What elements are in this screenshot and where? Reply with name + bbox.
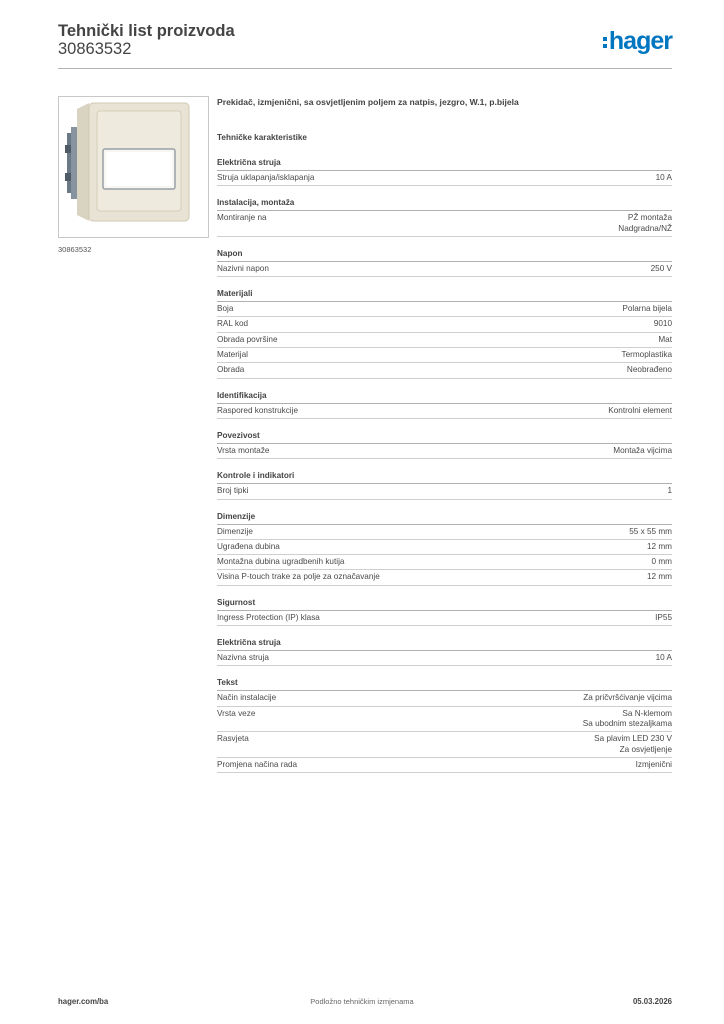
spec-value: Sa N-klemom Sa ubodnim stezaljkama [582, 708, 672, 728]
spec-group [217, 511, 672, 586]
logo-text: hager [608, 26, 672, 55]
spec-key: Ingress Protection (IP) klasa [217, 612, 320, 622]
spec-group-title: Materijali [217, 288, 672, 302]
spec-value: Montaža vijcima [613, 445, 672, 455]
spec-key: Montažna dubina ugradbenih kutija [217, 557, 345, 567]
spec-row [217, 758, 672, 773]
spec-group-title: Sigurnost [217, 597, 672, 611]
spec-row [217, 363, 672, 378]
spec-row [217, 525, 672, 540]
product-image [58, 96, 209, 238]
document-title: Tehnički list proizvoda [58, 22, 235, 40]
spec-key: Raspored konstrukcije [217, 405, 299, 415]
spec-key: Struja uklapanja/isklapanja [217, 173, 315, 182]
spec-value: Sa plavim LED 230 V Za osvjetljenje [594, 734, 672, 754]
spec-row [217, 262, 672, 277]
spec-group-title: Električna struja [217, 157, 672, 171]
spec-row [217, 317, 672, 332]
spec-group [217, 248, 672, 277]
footer-date: 05.03.2026 [632, 997, 672, 1006]
spec-key: Dimenzije [217, 526, 253, 536]
spec-key: Rasvjeta [217, 734, 249, 744]
spec-key: Obrada površine [217, 334, 278, 344]
spec-group [217, 157, 672, 186]
spec-key: Ugrađena dubina [217, 541, 280, 551]
spec-group-title: Dimenzije [217, 511, 672, 525]
spec-key: Broj tipki [217, 486, 249, 496]
spec-value: Neobrađeno [626, 365, 672, 375]
spec-value: 0 mm [651, 557, 672, 567]
spec-row [217, 707, 672, 733]
spec-value: 1 [667, 486, 672, 496]
spec-row [217, 570, 672, 585]
spec-key: RAL kod [217, 319, 249, 329]
spec-row [217, 691, 672, 706]
spec-value: Polarna bijela [622, 304, 672, 314]
spec-value: Za pričvršćivanje vijcima [583, 693, 672, 703]
spec-row [217, 404, 672, 419]
spec-value: 250 V [650, 263, 672, 273]
spec-group-title: Napon [217, 248, 672, 262]
spec-key: Vrsta montaže [217, 445, 270, 455]
spec-groups [217, 157, 672, 773]
spec-key: Nazivni napon [217, 263, 269, 273]
image-caption: 30863532 [58, 245, 92, 254]
spec-row [217, 333, 672, 348]
spec-key: Promjena načina rada [217, 759, 298, 769]
spec-row [217, 444, 672, 459]
spec-key: Materijal [217, 350, 248, 360]
spec-group-title: Instalacija, montaža [217, 197, 672, 211]
spec-row [217, 348, 672, 363]
spec-row [217, 302, 672, 317]
spec-row [217, 611, 672, 626]
spec-group [217, 288, 672, 378]
spec-row [217, 540, 672, 555]
spec-value: 10 A [655, 173, 672, 182]
product-description: Prekidač, izmjenični, sa osvjetljenim poljem za natpis, jezgro, W.1, p.bijela [217, 97, 519, 107]
spec-row [217, 171, 672, 186]
spec-row [217, 555, 672, 570]
spec-value: 12 mm [646, 541, 672, 551]
spec-group [217, 470, 672, 499]
specification-content [217, 96, 672, 773]
spec-group [217, 390, 672, 419]
spec-key: Boja [217, 304, 234, 314]
spec-value: 10 A [655, 653, 672, 663]
spec-group [217, 677, 672, 773]
product-number: 30863532 [58, 40, 132, 58]
spec-key: Nazivna struja [217, 653, 269, 663]
spec-value: Izmjenični [635, 759, 672, 769]
spec-value: 55 x 55 mm [629, 526, 672, 536]
spec-group [217, 597, 672, 626]
spec-group [217, 197, 672, 237]
spec-key: Obrada [217, 365, 245, 375]
spec-row [217, 484, 672, 499]
spec-group-title: Identifikacija [217, 390, 672, 404]
logo-colon-mark [603, 37, 607, 48]
spec-value: 12 mm [646, 572, 672, 582]
spec-key: Montiranje na [217, 213, 267, 223]
spec-row [217, 211, 672, 237]
header-divider [58, 68, 672, 69]
spec-value: Mat [658, 334, 672, 344]
spec-group [217, 637, 672, 666]
spec-value: IP55 [655, 612, 672, 622]
spec-row [217, 651, 672, 666]
spec-value: Termoplastika [621, 350, 672, 360]
footer-notice: Podložno tehničkim izmjenama [310, 997, 414, 1006]
spec-row [217, 732, 672, 758]
spec-value: Kontrolni element [608, 405, 672, 415]
footer-website: hager.com/ba [58, 997, 109, 1006]
spec-key: Način instalacije [217, 693, 277, 703]
section-title: Tehničke karakteristike [217, 133, 307, 142]
spec-value: PŽ montaža Nadgradna/NŽ [618, 213, 672, 233]
spec-key: Vrsta veze [217, 708, 256, 718]
spec-group-title: Povezivost [217, 430, 672, 444]
spec-group-title: Električna struja [217, 637, 672, 651]
spec-group-title: Kontrole i indikatori [217, 470, 672, 484]
spec-group-title: Tekst [217, 677, 672, 691]
spec-key: Visina P-touch trake za polje za označavanje [217, 572, 380, 582]
spec-value: 9010 [653, 319, 672, 329]
hager-logo [603, 26, 672, 56]
spec-group [217, 430, 672, 459]
